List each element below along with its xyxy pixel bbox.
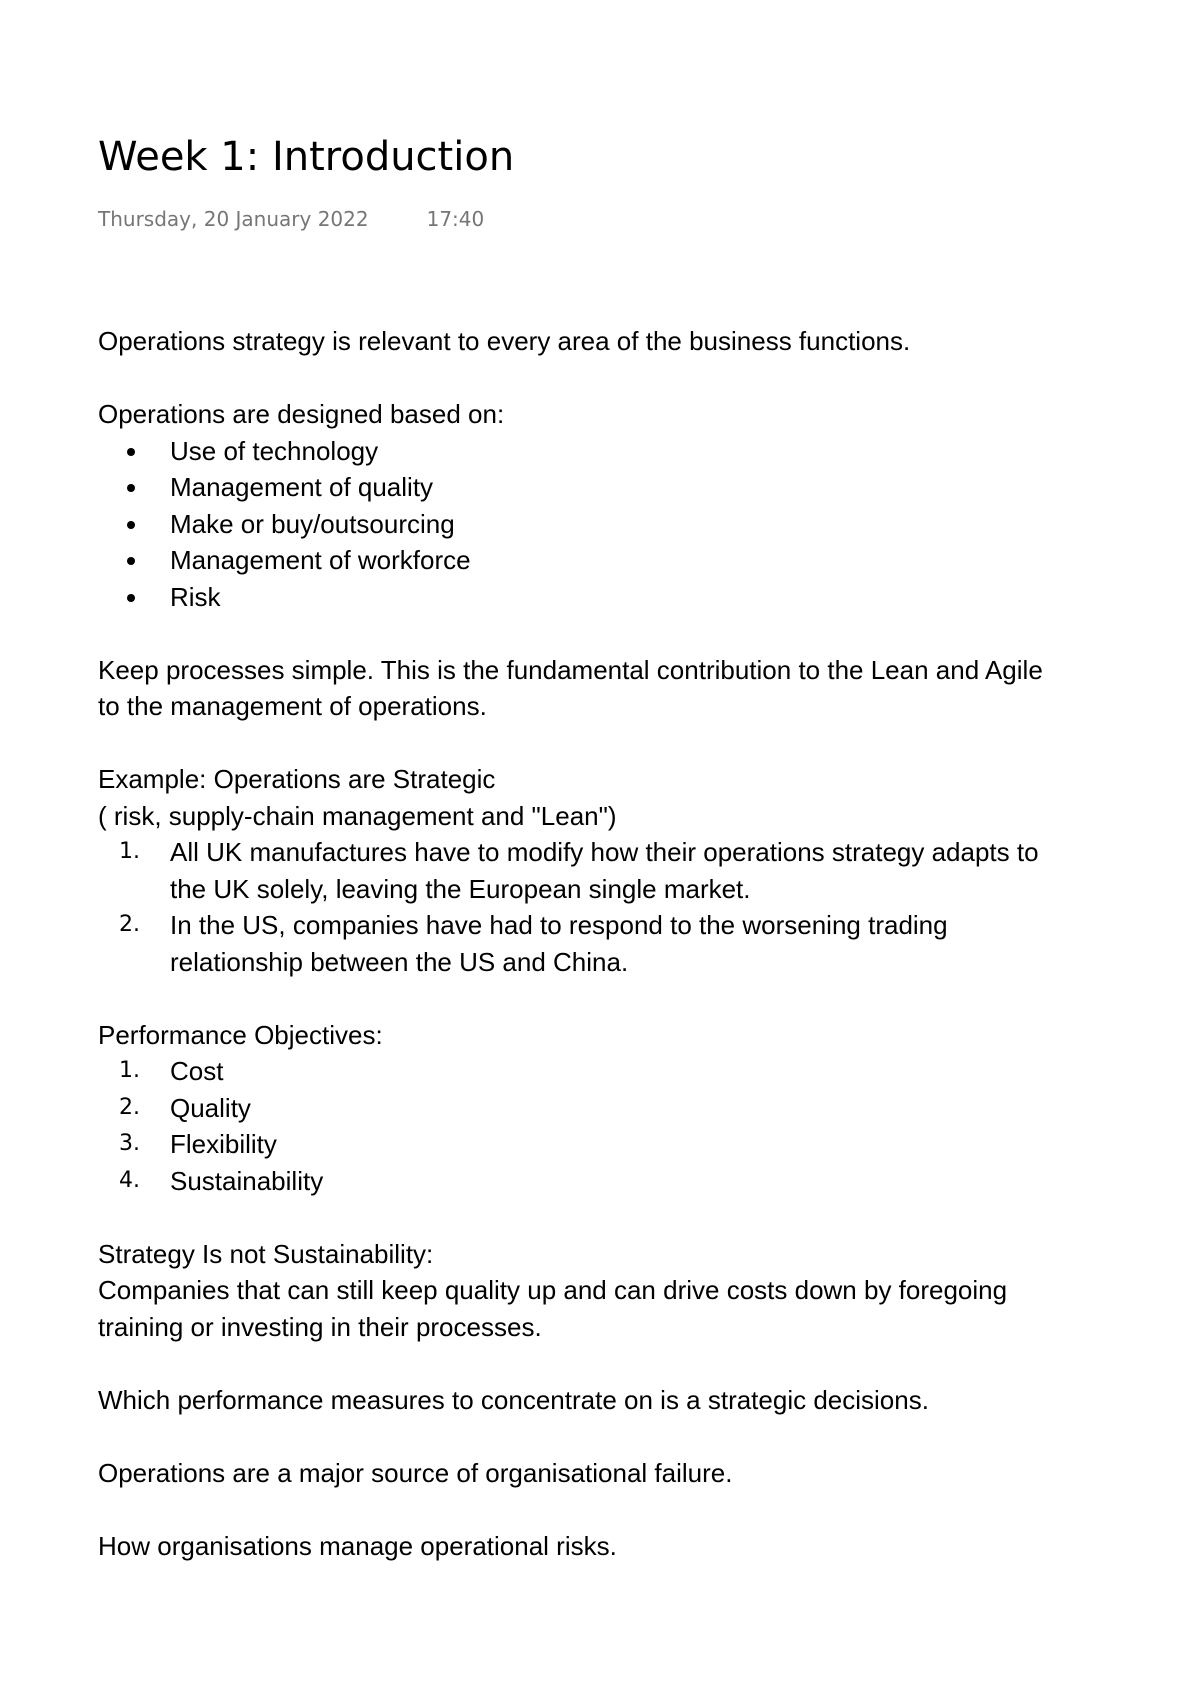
list-item bbox=[98, 506, 1178, 543]
bullet-icon bbox=[127, 594, 135, 602]
list-item bbox=[98, 1090, 1178, 1127]
example-numbered-list bbox=[98, 834, 1178, 980]
list-number: 1. bbox=[119, 1058, 140, 1083]
list-item bbox=[98, 433, 1178, 470]
list-item-text: Make or buy/outsourcing bbox=[170, 508, 455, 539]
note-timestamp bbox=[98, 205, 484, 233]
strategy-line-1: Companies that can still keep quality up and can drive costs down by foregoing bbox=[98, 1275, 1008, 1305]
paragraph-risks: How organisations manage operational risks. bbox=[98, 1530, 617, 1561]
list-item-text: Risk bbox=[170, 581, 221, 612]
list-item bbox=[98, 1053, 1178, 1090]
paragraph-relevance: Operations strategy is relevant to every area of the business functions. bbox=[98, 326, 911, 356]
list-item-line: In the US, companies have had to respond to the worsening trading bbox=[170, 910, 948, 940]
paragraph-failure: Operations are a major source of organisational failure. bbox=[98, 1457, 733, 1488]
performance-heading: Performance Objectives: bbox=[98, 1019, 383, 1050]
list-item bbox=[98, 579, 1178, 616]
list-item bbox=[98, 1163, 1178, 1200]
page-title: Week 1: Introduction bbox=[98, 134, 515, 180]
paragraph-simple-line-1: Keep processes simple. This is the fundamental contribution to the Lean and Agile bbox=[98, 654, 1043, 685]
blank-line bbox=[98, 980, 1178, 1017]
list-item-text: Management of quality bbox=[170, 472, 434, 502]
list-item-line: the UK solely, leaving the European single market. bbox=[170, 873, 751, 904]
list-item-text: Quality bbox=[170, 1092, 251, 1123]
performance-numbered-list bbox=[98, 1053, 1178, 1199]
list-item bbox=[98, 834, 1178, 907]
list-number: 4. bbox=[119, 1167, 140, 1193]
bullet-icon bbox=[127, 448, 135, 456]
bullet-icon bbox=[127, 521, 135, 529]
blank-line bbox=[98, 1418, 1178, 1455]
list-item bbox=[98, 907, 1178, 980]
list-item bbox=[98, 1126, 1178, 1163]
list-number: 1. bbox=[119, 839, 140, 864]
list-number: 3. bbox=[119, 1131, 140, 1156]
note-date: Thursday, 20 January 2022 bbox=[98, 207, 369, 231]
list-item bbox=[98, 542, 1178, 579]
strategy-line-2: training or investing in their processes. bbox=[98, 1311, 542, 1342]
blank-line bbox=[98, 1491, 1178, 1528]
paragraph-simple-line-2: to the management of operations. bbox=[98, 691, 487, 721]
blank-line bbox=[98, 1345, 1178, 1382]
list-number: 2. bbox=[119, 912, 140, 937]
design-bullet-list bbox=[98, 433, 1178, 616]
list-item bbox=[98, 469, 1178, 506]
blank-line bbox=[98, 1199, 1178, 1236]
list-item-text: Cost bbox=[170, 1056, 224, 1086]
blank-line bbox=[98, 725, 1178, 762]
list-item-text: Management of workforce bbox=[170, 545, 471, 575]
strategy-heading: Strategy Is not Sustainability: bbox=[98, 1238, 434, 1269]
example-subheading: ( risk, supply-chain management and "Lean") bbox=[98, 800, 617, 831]
list-item-line: All UK manufactures have to modify how their operations strategy adapts to bbox=[170, 837, 1039, 867]
blank-line bbox=[98, 615, 1178, 652]
paragraph-measures: Which performance measures to concentrate on is a strategic decisions. bbox=[98, 1384, 929, 1415]
list-item-text: Sustainability bbox=[170, 1165, 324, 1196]
blank-line bbox=[98, 360, 1178, 397]
bullet-icon bbox=[127, 484, 135, 492]
example-heading: Example: Operations are Strategic bbox=[98, 764, 496, 794]
note-body bbox=[98, 323, 1178, 1564]
list-item-line: relationship between the US and China. bbox=[170, 946, 629, 977]
list-item-text: Flexibility bbox=[170, 1129, 277, 1159]
note-time: 17:40 bbox=[426, 207, 485, 231]
paragraph-design-intro: Operations are designed based on: bbox=[98, 399, 505, 429]
list-number: 2. bbox=[119, 1094, 140, 1120]
list-item-text: Use of technology bbox=[170, 435, 379, 466]
bullet-icon bbox=[127, 557, 135, 565]
